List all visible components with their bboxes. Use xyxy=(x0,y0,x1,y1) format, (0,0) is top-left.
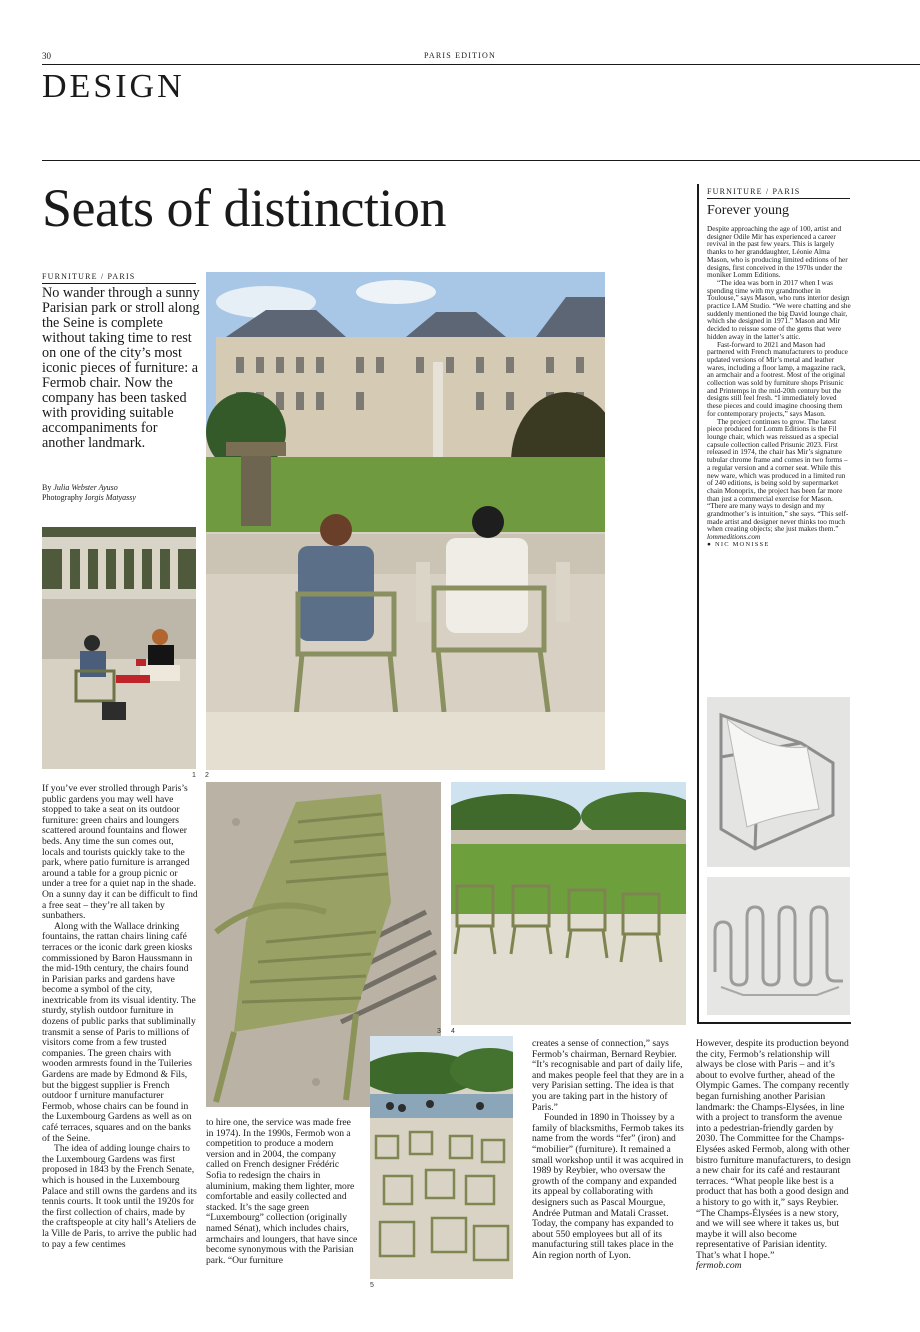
body-paragraph: The idea of adding lounge chairs to the Luxembourg Gardens was first proposed in 1843 by the French Senate, which is housed in the Luxembourg Palace and still owns the gardens and its tennis courts. It took until the 1920s for the first collection of chairs, made by the craftspeople at city hall’s Ateliers de la Ville de Paris, to arrive the public had to pay a few centimes xyxy=(42,1143,197,1250)
photo-chairs-on-lawn xyxy=(451,782,686,1025)
article-kicker: FURNITURE / PARIS xyxy=(42,272,136,281)
caption-number-3: 3 xyxy=(437,1028,441,1035)
body-paragraph: to hire one, the service was made free in 1974). In the 1990s, Fermob won a competition to produce a modern version and in 2004, the company called on French designer Frédéric Sofia to redesign the chairs in aluminium, making them lighter, more comfortable and easily collected and stacked. It’s the sage green “Luxembourg” collection (originally named Sénat), which includes chairs, armchairs and loungers, that have since become synonymous with the Parisian park. “Our furniture xyxy=(206,1117,358,1266)
sidebar-body xyxy=(707,225,852,549)
caption-number-2: 2 xyxy=(205,772,209,779)
byline xyxy=(42,483,202,503)
edition-label: PARIS EDITION xyxy=(424,51,496,60)
body-column-1 xyxy=(42,784,198,1250)
section-title: DESIGN xyxy=(42,68,185,105)
body-column-2 xyxy=(206,1118,358,1266)
sidebar-author: ● NIC MONISSE xyxy=(707,540,770,548)
body-paragraph: Along with the Wallace drinking fountains, the rattan chairs lining café terraces or the iconic dark green kiosks commissioned by Baron Haussmann in the mid-19th century, the chairs found in Parisian parks and gardens have become a symbol of the city, inextricable from its visual identity. The sturdy, stylish outdoor furniture in dozens of public parks that subliminally transmit a sense of Paris to millions of visitors come from a few trusted companies. The green chairs with wooden armrests found in the Tuileries Gardens are made by Edmond & Fils, but the biggest supplier is French outdoor f urniture manufacturer Fermob, whose chairs can be found in the Luxembourg Gardens as well as on café terraces, squares and on the banks of the Seine. xyxy=(42,920,196,1144)
standfirst: No wander through a sunny Parisian park or stroll along the Seine is complete without taking time to rest on one of the city’s most iconic pieces of furniture: a Fermob chair. Now the company has been tasked with providing suitable accompaniments for another landmark. xyxy=(42,285,200,451)
sidebar-title: Forever young xyxy=(707,203,790,218)
photo-couple-reading xyxy=(42,527,196,769)
caption-number-1: 1 xyxy=(192,772,196,779)
sidebar-url[interactable]: lommeditions.com xyxy=(707,532,761,542)
photo-prefix: Photography xyxy=(42,493,83,502)
sidebar-paragraph: Despite approaching the age of 100, artist and designer Odile Mir has experienced a career revival in the past few years. This is largely thanks to her granddaughter, Léonie Alma Mason, who is producing limited editions of her designs, first conceived in the 1970s under the moniker Lomm Editions. xyxy=(707,224,848,280)
photo-magazine-rack xyxy=(707,877,850,1015)
photo-luxembourg-palace xyxy=(206,272,605,770)
sidebar-paragraph: “The idea was born in 2017 when I was spending time with my grandmother in Toulouse,” says Mason, who runs interior design practice LAM Studio. “We were chatting and she suddenly mentioned the big David lounge chair, which she designed in 1971.” Mason and Mir decided to reissue some of the gems that were hidden away in the latter’s attic. xyxy=(707,277,851,341)
body-column-3 xyxy=(532,1039,686,1261)
fermob-url[interactable]: fermob.com xyxy=(696,1260,742,1272)
sidebar-paragraph: Fast-forward to 2021 and Mason had partnered with French manufacturers to produce updated versions of Mir’s metal and leather wares, including a floor lamp, a magazine rack, an armchair and a footrest. Most of the original collection was sold by furniture shops Prisunic and Printemps in the mid-20th century but the designs still feel fresh. “I immediately loved these pieces and could imagine choosing them for contemporary projects,” says Mason. xyxy=(707,339,848,418)
byline-name: Julia Webster Ayuso xyxy=(53,483,118,492)
kicker-rule xyxy=(42,283,196,284)
body-paragraph: Founded in 1890 in Thoissey by a family of blacksmiths, Fermob takes its name from the words “fer” (iron) and “mobilier” (furniture). It remained a small workshop until it was acquired in 1989 by Reybier, who oversaw the growth of the company and expanded its appeal by collaborating with designers such as Pascal Mourgue, Andrée Putman and Matali Crasset. Today, the company has expanded to about 550 employees but all of its manufacturing still takes place in the Ain region north of Lyon. xyxy=(532,1112,684,1261)
body-paragraph: creates a sense of connection,” says Fermob’s chairman, Bernard Reybier. “It’s recognisable and part of daily life, and makes people feel that they are in a very Parisian setting. The idea is that you are taking part in the history of Paris.” xyxy=(532,1038,684,1113)
header-rule xyxy=(42,64,920,65)
page-number: 30 xyxy=(42,51,51,61)
sidebar-kicker-rule xyxy=(707,198,850,199)
sidebar-kicker: FURNITURE / PARIS xyxy=(707,187,801,196)
caption-number-5: 5 xyxy=(370,1282,374,1289)
body-paragraph: If you’ve ever strolled through Paris’s public gardens you may well have stopped to take a seat on its outdoor furniture: green chairs and loungers scattered around fountains and flower beds. Any time the sun comes out, locals and tourists quickly take to the park, where patio furniture is arranged around a table for a group picnic or under a tree for a quiet nap in the shade. On a sunny day it can be difficult to find a free seat – they’re all taken by sunbathers. xyxy=(42,783,198,922)
photo-fil-lounge-chair xyxy=(707,697,850,867)
caption-number-4: 4 xyxy=(451,1028,455,1035)
photo-chairs-around-pond xyxy=(370,1036,513,1279)
photo-credit: Iorgis Matyassy xyxy=(84,493,136,502)
body-paragraph: However, despite its production beyond the city, Fermob’s relationship will always be close with Paris – and it’s about to evolve further, ahead of the Olympic Games. The company recently began furnishing another Parisian landmark: the Champs-Elysées, in line with a project to transform the avenue into a pedestrian-friendly garden by 2030. The Committee for the Champs-Elysées asked Fermob, along with other bistro furniture manufacturers, to design a new chair for its café and restaurant terraces. “What people like best is a product that has both a good design and a history to go with it,” says Reybier. “The Champs-Élysées is a new story, and we will see where it takes us, but maybe it will also become representative of Parisian identity. That’s what I hope.” xyxy=(696,1038,851,1261)
byline-prefix: By xyxy=(42,483,52,492)
headline: Seats of distinction xyxy=(42,178,446,238)
body-column-4 xyxy=(696,1039,852,1272)
sidebar-paragraph: The project continues to grow. The latest piece produced for Lomm Editions is the Fil lounge chair, which was reissued as a special capsule collection called Prisunic 2023. First released in 1974, the chair has Mir’s signature tubular chrome frame and comes in two forms – a regular version and a corner seat. While this new ware, which was produced in a limited run of 240 editions, is being sold by supermarket chain Monoprix, the project has been far more than just a commercial exercise for Mason. “There are many ways to design and my grandmother’s is intuition,” she says. “This self-made artist and designer never thinks too much when creating objects; she just makes them.” xyxy=(707,416,849,534)
section-rule xyxy=(42,160,920,161)
